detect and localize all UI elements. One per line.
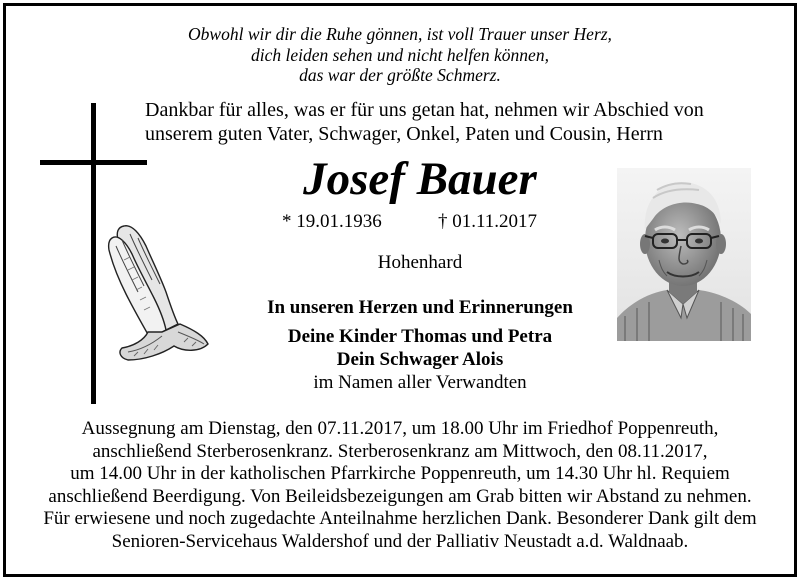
birth-date: * 19.01.1936 [282,211,382,232]
details-line-4: anschließend Beerdigung. Von Beileidsbezeigungen am Grab bitten wir Abstand zu nehmen. [48,485,752,507]
poem [0,24,800,86]
cross-bar-icon [40,160,147,165]
poem-line-2: dich leiden sehen und nicht helfen können, [251,44,549,65]
children-line: Deine Kinder Thomas und Petra [287,326,553,347]
brother-in-law-line: Dein Schwager Alois [336,349,504,370]
poem-line-1: Obwohl wir dir die Ruhe gönnen, ist voll Trauer unser Herz, [188,24,612,44]
memory-line: In unseren Herzen und Erinnerungen [267,297,573,318]
details-line-3: um 14.00 Uhr in der katholischen Pfarrkirche Poppenreuth, um 14.30 Uhr hl. Requiem [70,463,730,484]
intro-line-1: Dankbar für alles, was er für uns getan hat, nehmen wir Abschied von [145,99,704,121]
portrait-photo [617,168,751,341]
relatives-line: im Namen aller Verwandten [313,372,527,393]
details-line-6: Senioren-Servicehaus Waldershof und der Palliativ Neustadt a.d. Waldnaab. [111,530,689,552]
intro-line-2: unserem guten Vater, Schwager, Onkel, Paten und Cousin, Herrn [145,123,663,145]
death-date: † 01.11.2017 [438,211,538,232]
funeral-details [0,418,800,553]
cross-icon [91,103,96,404]
details-line-5: Für erwiesene und noch zugedachte Anteilnahme herzlichen Dank. Besonderer Dank gilt dem [43,508,757,529]
praying-hands-icon [104,220,210,362]
hometown: Hohenhard [377,252,463,273]
details-line-2: anschließend Sterberosenkranz. Sterberosenkranz am Mittwoch, den 08.11.2017, [92,440,708,462]
details-line-1: Aussegnung am Dienstag, den 07.11.2017, um 18.00 Uhr im Friedhof Poppenreuth, [81,418,719,439]
intro-text [145,98,704,146]
mourners-signature [220,296,620,394]
poem-line-3: das war der größte Schmerz. [299,65,501,85]
deceased-name: Josef Bauer [303,153,537,205]
